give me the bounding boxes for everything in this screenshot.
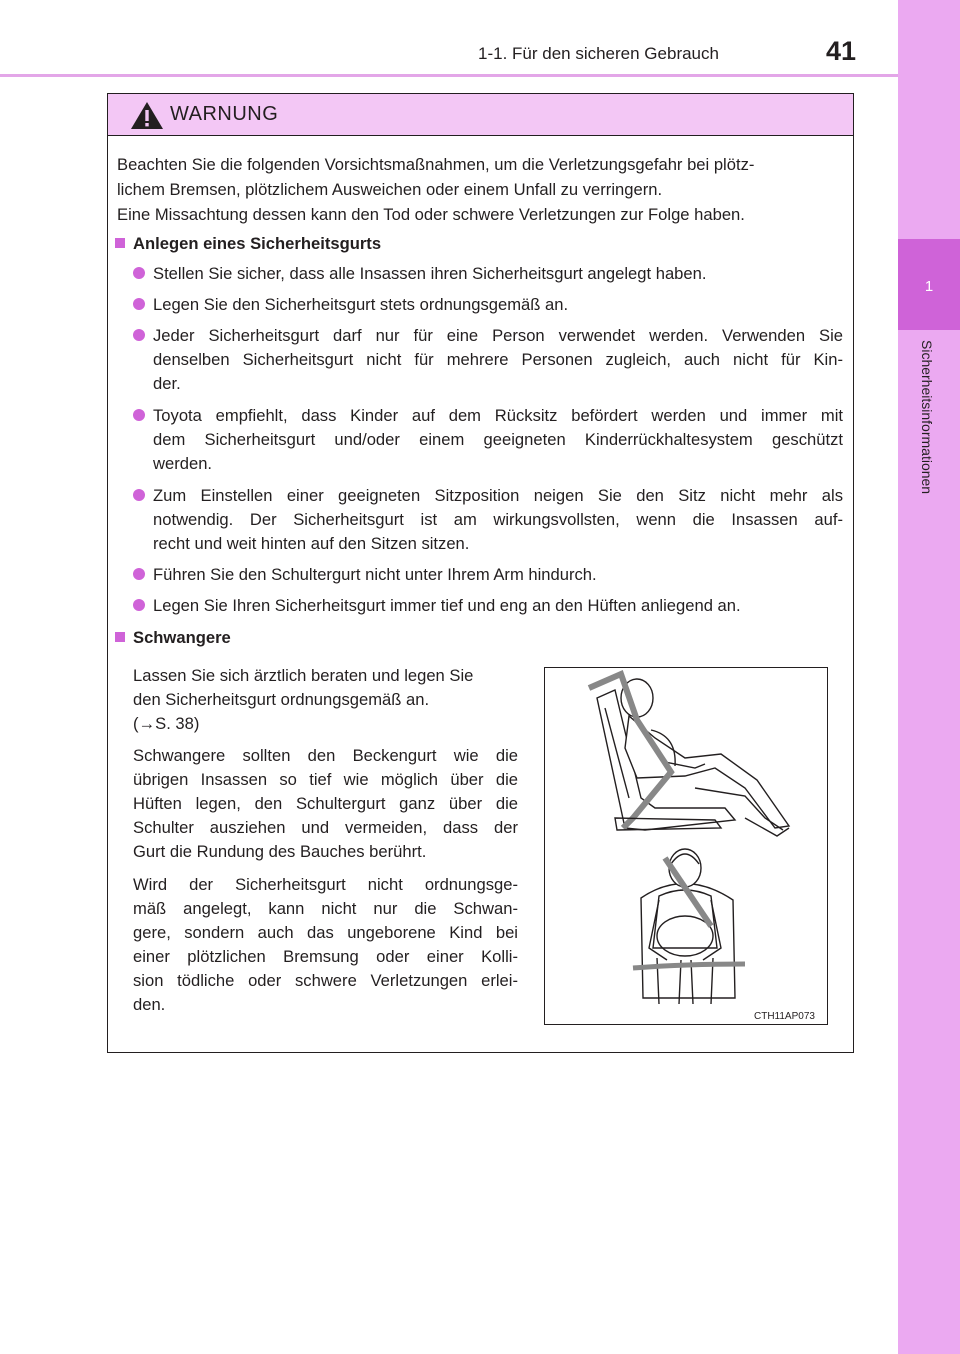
list-item-line: der. <box>153 374 181 393</box>
list-item-line: Führen Sie den Schultergurt nicht unter Ihrem Arm hindurch. <box>153 565 597 584</box>
chapter-label: Sicherheitsinformationen <box>919 340 935 495</box>
list-item-line: werden. <box>153 454 213 473</box>
warning-triangle-icon <box>130 101 164 130</box>
list-item-line: Toyota empfiehlt, dass Kinder auf dem Rücksitz befördert werden und immer mit <box>153 406 843 425</box>
bullet-dot <box>133 568 145 580</box>
para-line: Lassen Sie sich ärztlich beraten und legen Sie <box>133 666 474 685</box>
bullet-dot <box>133 298 145 310</box>
bullet-dot <box>133 267 145 279</box>
para-line: Wird der Sicherheitsgurt nicht ordnungsge- <box>133 875 518 894</box>
section-heading: Anlegen eines Sicherheitsgurts <box>133 234 382 253</box>
para-line: Schwangere sollten den Beckengurt wie die <box>133 746 518 765</box>
list-item-line: Stellen Sie sicher, dass alle Insassen ihren Sicherheitsgurt angelegt haben. <box>153 264 707 283</box>
warning-header <box>108 94 853 136</box>
bullet-dot <box>133 489 145 501</box>
list-item-line: notwendig. Der Sicherheitsgurt ist am wirkungsvollsten, wenn die Insassen auf- <box>153 510 843 529</box>
intro-line: Eine Missachtung dessen kann den Tod oder schwere Verletzungen zur Folge haben. <box>117 205 745 224</box>
list-item-line: dem Sicherheitsgurt und/oder einem geeigneten Kinderrückhaltesystem geschützt <box>153 430 843 449</box>
intro-line: lichem Bremsen, plötzlichem Ausweichen oder einem Unfall zu verringern. <box>117 180 663 199</box>
chapter-side-tab <box>898 0 960 1354</box>
page-number: 41 <box>826 36 857 66</box>
list-item-line: Legen Sie den Sicherheitsgurt stets ordnungsgemäß an. <box>153 295 569 314</box>
section-bullet-square <box>115 238 125 248</box>
list-item-line: Jeder Sicherheitsgurt darf nur für eine Person verwendet werden. Verwenden Sie <box>153 326 843 345</box>
para-line: mäß angelegt, kann nicht nur die Schwan- <box>133 899 518 918</box>
para-line: sion tödliche oder schwere Verletzungen erlei- <box>133 971 518 990</box>
image-code-label: CTH11AP073 <box>754 1011 815 1022</box>
section-bullet-square <box>115 632 125 642</box>
section-heading: Schwangere <box>133 628 231 647</box>
bullet-dot <box>133 409 145 421</box>
chapter-number: 1 <box>924 278 934 295</box>
running-header: 1-1. Für den sicheren Gebrauch <box>478 44 719 63</box>
para-line: Hüften legen, den Schultergurt ganz über die <box>133 794 518 813</box>
list-item-line: Legen Sie Ihren Sicherheitsgurt immer tief und eng an den Hüften anliegend an. <box>153 596 741 615</box>
list-item-line: recht und weit hinten auf den Sitzen sitzen. <box>153 534 470 553</box>
para-line: (→S. 38) <box>133 714 200 733</box>
para-line: den. <box>133 995 166 1014</box>
seatbelt-figure-drawing <box>545 668 827 1024</box>
para-line: den Sicherheitsgurt ordnungsgemäß an. <box>133 690 430 709</box>
para-line: gere, sondern auch das ungeborene Kind bei <box>133 923 518 942</box>
list-item-line: denselben Sicherheitsgurt nicht für mehrere Personen zugleich, auch nicht für Kin- <box>153 350 843 369</box>
bullet-dot <box>133 329 145 341</box>
para-line: übrigen Insassen so tief wie möglich über die <box>133 770 518 789</box>
bullet-dot <box>133 599 145 611</box>
pregnant-seatbelt-illustration <box>544 667 828 1025</box>
para-line: Schulter ausziehen und vermeiden, dass der <box>133 818 518 837</box>
header-rule <box>0 74 898 77</box>
list-item-line: Zum Einstellen einer geeigneten Sitzposition neigen Sie den Sitz nicht mehr als <box>153 486 843 505</box>
para-line: einer plötzlichen Bremsung oder einer Kolli- <box>133 947 518 966</box>
intro-line: Beachten Sie die folgenden Vorsichtsmaßnahmen, um die Verletzungsgefahr bei plötz- <box>117 155 755 174</box>
para-line: Gurt die Rundung des Bauches berührt. <box>133 842 427 861</box>
warning-title: WARNUNG <box>170 103 279 125</box>
